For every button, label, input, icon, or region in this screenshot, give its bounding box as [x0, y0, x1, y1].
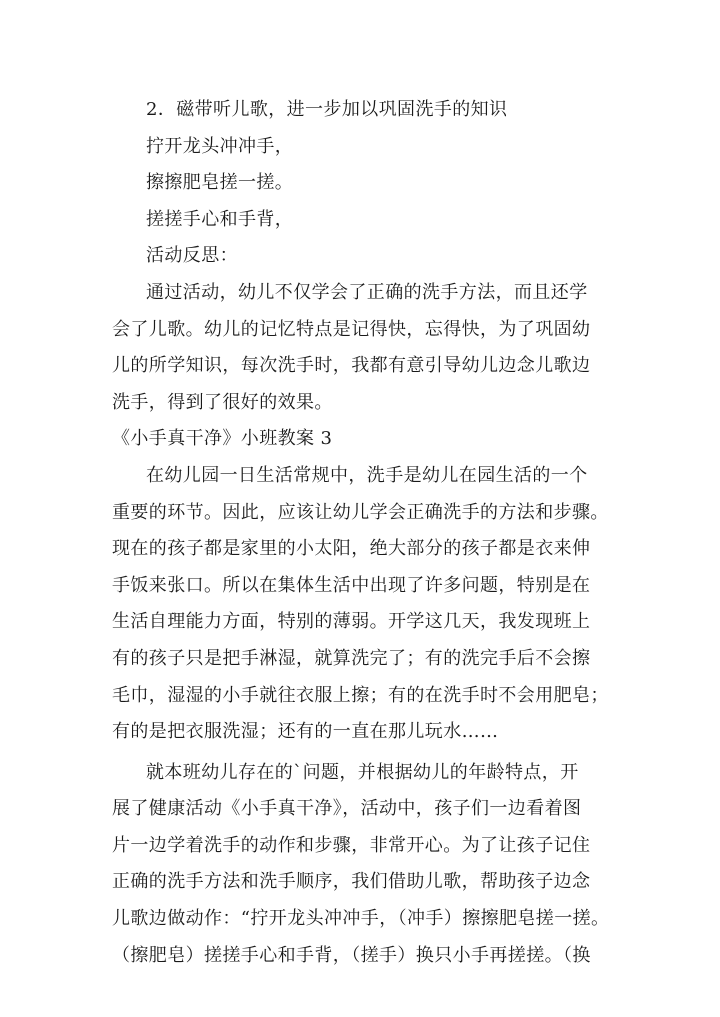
paragraph-line: 手饭来张口。所以在集体生活中出现了许多问题，特别是在 — [112, 574, 591, 596]
paragraph-line: 会了儿歌。幼儿的记忆特点是记得快，忘得快，为了巩固幼 — [112, 318, 591, 340]
song-line: 拧开龙头冲冲手， — [146, 135, 294, 157]
paragraph-line: 有的是把衣服洗湿；还有的一直在那儿玩水…… — [112, 721, 499, 743]
paragraph-line: 就本班幼儿存在的`问题，并根据幼儿的年龄特点，开 — [146, 761, 579, 783]
paragraph-line: 现在的孩子都是家里的小太阳，绝大部分的孩子都是衣来伸 — [112, 538, 591, 560]
paragraph-line: 儿歌边做动作：“拧开龙头冲冲手，（冲手）擦擦肥皂搓一搓。 — [112, 908, 610, 930]
paragraph-line: 展了健康活动《小手真干净》，活动中，孩子们一边看着图 — [112, 798, 582, 820]
paragraph-line: 在幼儿园一日生活常规中，洗手是幼儿在园生活的一个 — [146, 464, 588, 486]
paragraph-line: 片一边学着洗手的动作和步骤，非常开心。为了让孩子记住 — [112, 834, 591, 856]
paragraph-line: 洗手，得到了很好的效果。 — [112, 391, 333, 413]
step-heading: 2．磁带听儿歌，进一步加以巩固洗手的知识 — [146, 99, 508, 120]
reflection-paragraph — [112, 275, 624, 421]
paragraph-routine — [112, 458, 624, 751]
song-line: 搓搓手心和手背， — [146, 208, 294, 230]
paragraph-line: （擦肥皂）搓搓手心和手背，（搓手）换只小手再搓搓。（换 — [112, 944, 591, 966]
paragraph-line: 有的孩子只是把手淋湿，就算洗完了；有的洗完手后不会擦 — [112, 647, 591, 669]
paragraph-line: 正确的洗手方法和洗手顺序，我们借助儿歌，帮助孩子边念 — [112, 871, 591, 893]
paragraph-line: 通过活动，幼儿不仅学会了正确的洗手方法，而且还学 — [146, 281, 588, 303]
paragraph-line: 儿的所学知识，每次洗手时，我都有意引导幼儿边念儿歌边 — [112, 355, 591, 377]
paragraph-line: 重要的环节。因此，应该让幼儿学会正确洗手的方法和步骤。 — [112, 501, 609, 523]
document-body — [112, 92, 624, 974]
song-line: 擦擦肥皂搓一搓。 — [146, 172, 294, 194]
paragraph-line: 毛巾，湿湿的小手就往衣服上擦；有的在洗手时不会用肥皂； — [112, 684, 609, 706]
paragraph-line: 生活自理能力方面，特别的薄弱。开学这几天，我发现班上 — [112, 611, 591, 633]
lesson-title: 《小手真干净》小班教案 3 — [112, 428, 333, 450]
reflection-label: 活动反思： — [146, 245, 238, 267]
paragraph-activity — [112, 755, 624, 975]
